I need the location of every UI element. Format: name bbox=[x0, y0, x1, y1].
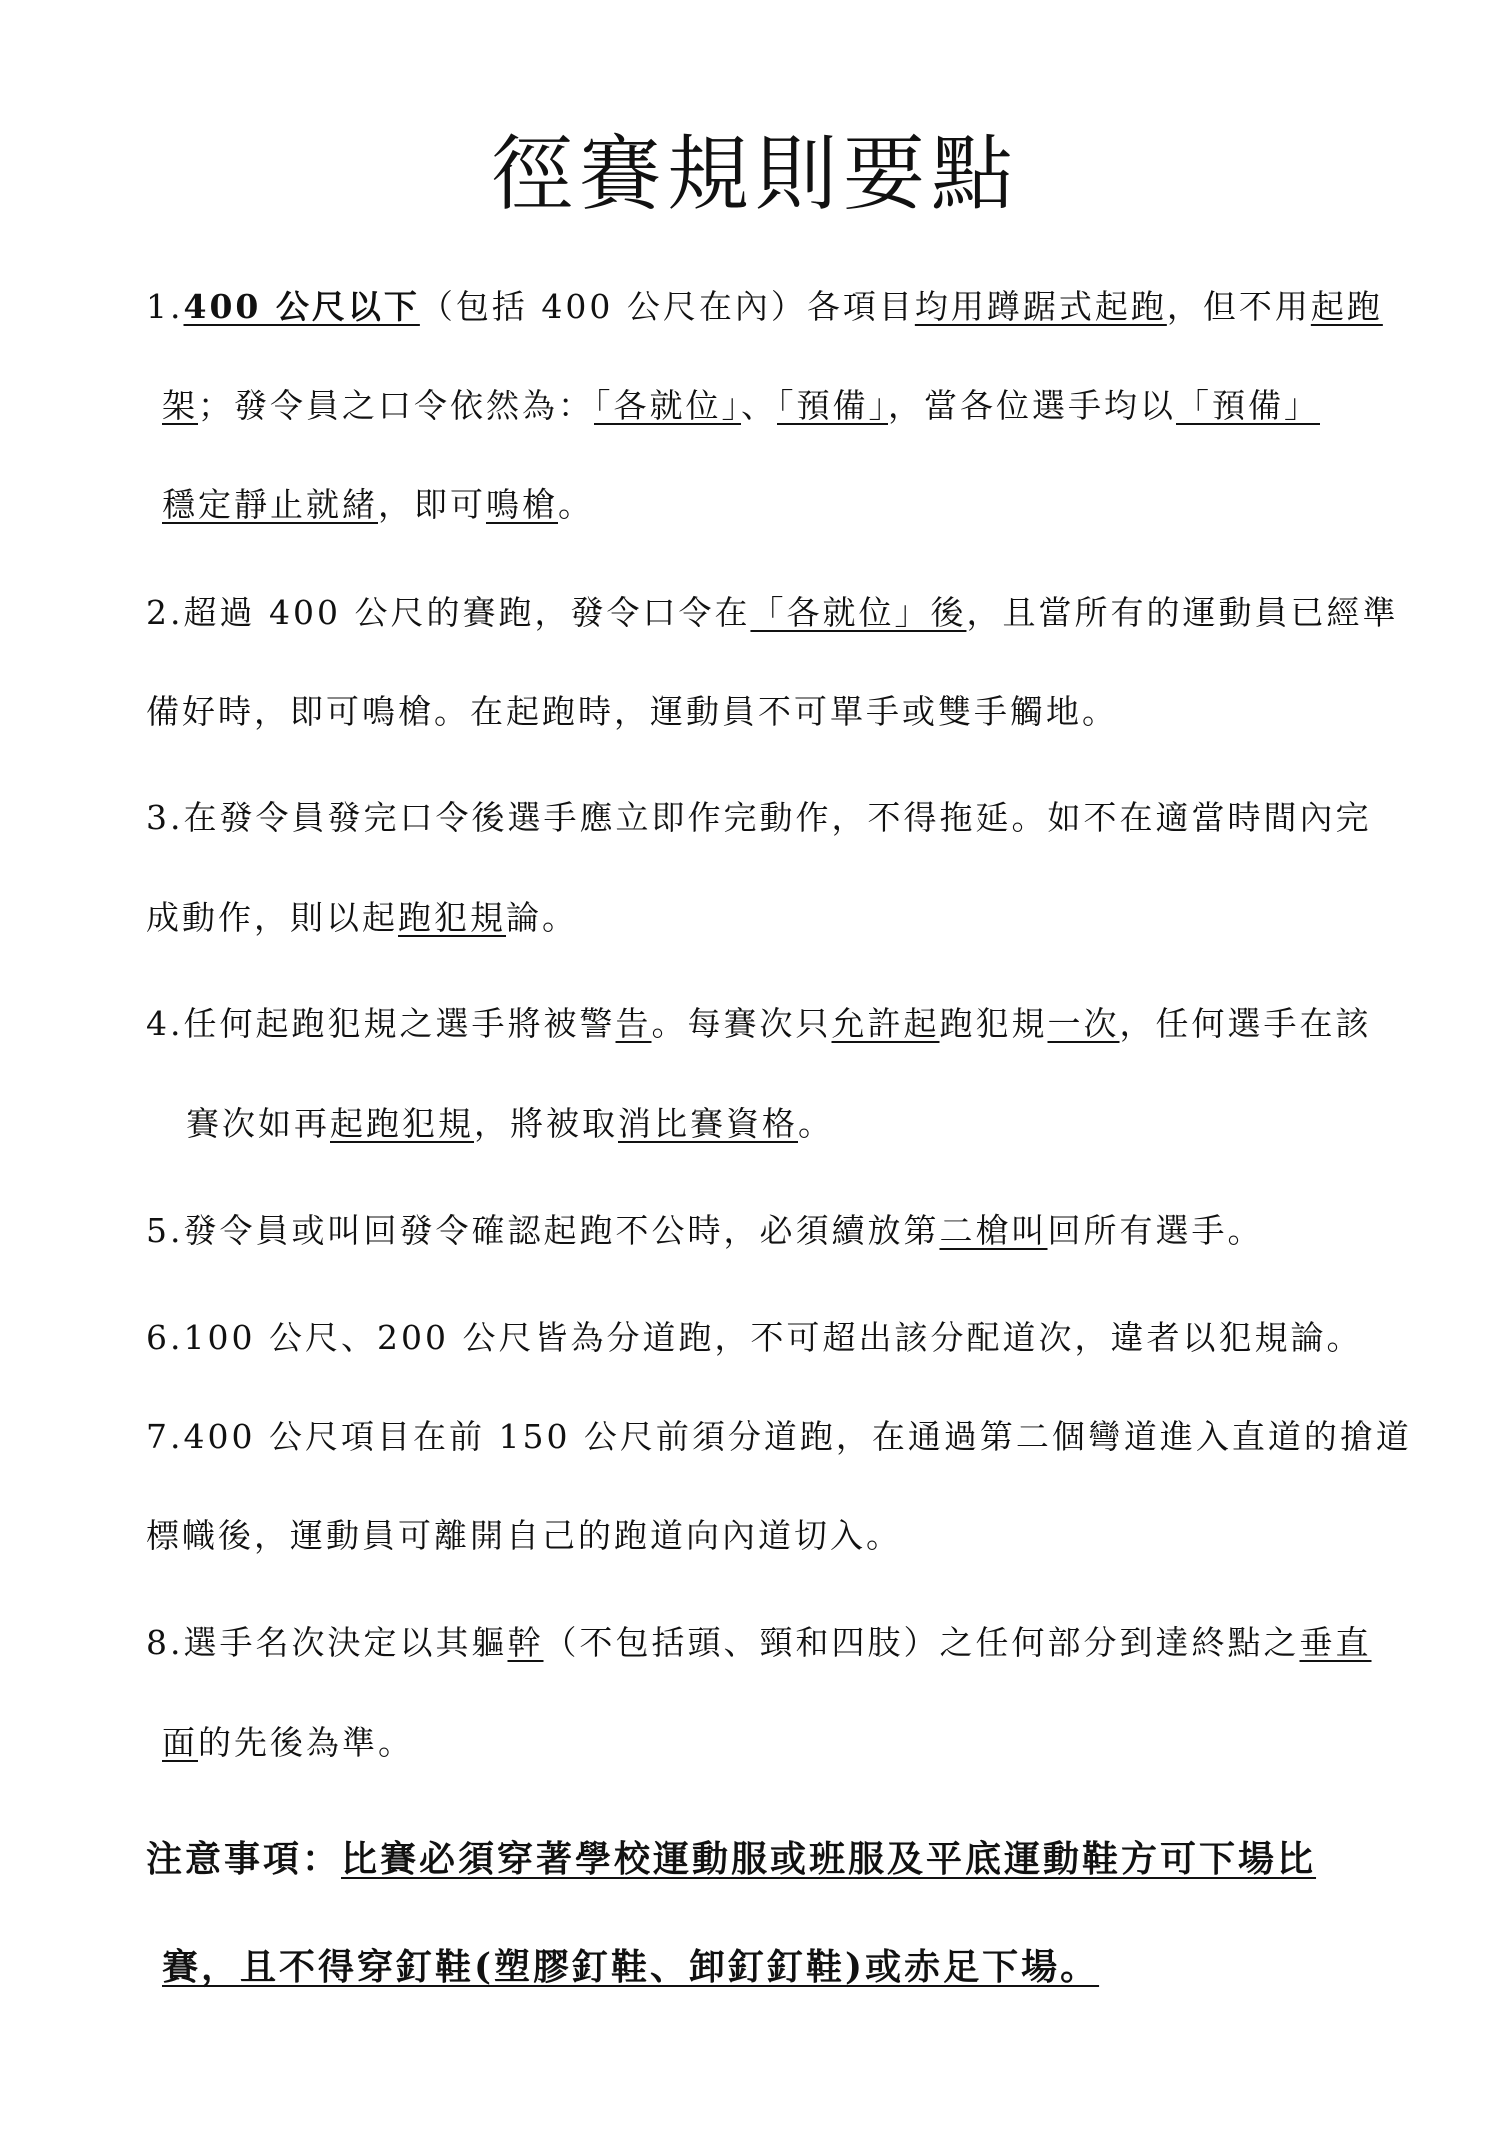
note-line-2 bbox=[162, 1942, 1099, 1993]
text-segment: 1. bbox=[146, 287, 184, 326]
underlined-text: 一次 bbox=[1047, 1004, 1120, 1043]
text-segment: 成動作，則以起 bbox=[146, 898, 398, 937]
rule-8-line-2 bbox=[162, 1718, 414, 1768]
text-segment: 注意事項： bbox=[146, 1838, 342, 1880]
text-segment: 4.任何起跑犯規之選手將被警 bbox=[146, 1004, 616, 1043]
rule-7-line-2 bbox=[146, 1511, 902, 1561]
text-segment: 標幟後，運動員可離開自己的跑道向內道切入。 bbox=[146, 1516, 902, 1555]
text-segment: 。 bbox=[558, 485, 594, 524]
text-segment: ，當各位選手均以 bbox=[888, 386, 1176, 425]
underlined-text: 賽，且不得穿釘鞋(塑膠釘鞋、卸釘釘鞋)或赤足下場。 bbox=[162, 1946, 1100, 1988]
rule-4-line-2 bbox=[186, 1099, 834, 1149]
text-segment: 6.100 公尺、200 公尺皆為分道跑，不可超出該分配道次，違者以犯規論。 bbox=[146, 1318, 1363, 1357]
underlined-text: 穩定靜止就緒 bbox=[162, 485, 378, 524]
text-segment: 2.超過 400 公尺的賽跑，發令口令在 bbox=[146, 593, 751, 632]
text-segment: ，且當所有的運動員已經準 bbox=[966, 593, 1399, 632]
page-title: 徑賽規則要點 bbox=[490, 127, 1019, 222]
text-segment: 。每賽次只 bbox=[651, 1004, 832, 1043]
text-segment: ；發令員之口令依然為： bbox=[198, 386, 594, 425]
rule-5-line-1 bbox=[146, 1206, 1264, 1256]
underlined-text: 「各就位」後 bbox=[750, 593, 967, 632]
text-segment: ，即可 bbox=[378, 485, 486, 524]
text-segment: 跑犯規 bbox=[939, 1004, 1048, 1043]
text-segment: （不包括頭、頸和四肢）之任何部分到達終點之 bbox=[543, 1623, 1300, 1662]
rule-3-line-2 bbox=[146, 893, 578, 943]
text-segment: ，但不用 bbox=[1166, 287, 1311, 326]
underlined-text: 起跑 bbox=[1310, 287, 1383, 326]
rule-8-line-1 bbox=[146, 1618, 1372, 1668]
rule-6-line-1 bbox=[146, 1313, 1362, 1363]
underlined-text: 「預備」 bbox=[1176, 386, 1320, 425]
underlined-text: 垂直 bbox=[1299, 1623, 1372, 1662]
underlined-text: 允許起 bbox=[831, 1004, 940, 1043]
text-segment: 回所有選手。 bbox=[1047, 1211, 1264, 1250]
underlined-text: 均用蹲踞式起跑 bbox=[914, 287, 1167, 326]
text-segment: ，任何選手在該 bbox=[1119, 1004, 1372, 1043]
underlined-text: 消比賽資格 bbox=[618, 1104, 798, 1143]
underlined-text: 400 公尺以下 bbox=[183, 287, 420, 326]
text-segment: 7.400 公尺項目在前 150 公尺前須分道跑，在通過第二個彎道進入直道的搶道 bbox=[146, 1417, 1412, 1456]
underlined-text: 跑犯規 bbox=[398, 898, 506, 937]
text-segment: 論。 bbox=[506, 898, 578, 937]
rule-4-line-1 bbox=[146, 999, 1372, 1049]
underlined-text: 「各就位」 bbox=[594, 386, 741, 425]
underlined-text: 二槍叫 bbox=[939, 1211, 1048, 1250]
text-segment: 備好時，即可鳴槍。在起跑時，運動員不可單手或雙手觸地。 bbox=[146, 692, 1118, 731]
text-segment: 5.發令員或叫回發令確認起跑不公時，必須續放第 bbox=[146, 1211, 940, 1250]
rule-3-line-1 bbox=[146, 793, 1372, 843]
text-segment: 賽次如再 bbox=[186, 1104, 330, 1143]
text-segment: ，將被取 bbox=[474, 1104, 618, 1143]
text-segment: 8.選手名次決定以其軀 bbox=[146, 1623, 508, 1662]
text-segment: 。 bbox=[798, 1104, 834, 1143]
underlined-text: 面 bbox=[162, 1723, 198, 1762]
text-segment: 的先後為準。 bbox=[198, 1723, 414, 1762]
rule-2-line-2 bbox=[146, 687, 1118, 737]
underlined-text: 鳴槍 bbox=[486, 485, 558, 524]
underlined-text: 「預備」 bbox=[777, 386, 888, 425]
rule-7-line-1 bbox=[146, 1412, 1412, 1462]
text-segment: 3.在發令員發完口令後選手應立即作完動作，不得拖延。如不在適當時間內完 bbox=[146, 798, 1372, 837]
note-line-1 bbox=[146, 1834, 1316, 1885]
underlined-text: 架 bbox=[162, 386, 198, 425]
underlined-text: 告 bbox=[615, 1004, 652, 1043]
rule-2-line-1 bbox=[146, 588, 1398, 638]
text-segment: （包括 400 公尺在內）各項目 bbox=[419, 287, 915, 326]
text-segment: 、 bbox=[741, 386, 777, 425]
underlined-text: 幹 bbox=[507, 1623, 544, 1662]
underlined-text: 比賽必須穿著學校運動服或班服及平底運動鞋方可下場比 bbox=[341, 1838, 1317, 1880]
rule-1-line-3 bbox=[162, 480, 594, 530]
underlined-text: 起跑犯規 bbox=[330, 1104, 474, 1143]
rule-1-line-1 bbox=[146, 282, 1383, 332]
rule-1-line-2 bbox=[162, 381, 1320, 431]
